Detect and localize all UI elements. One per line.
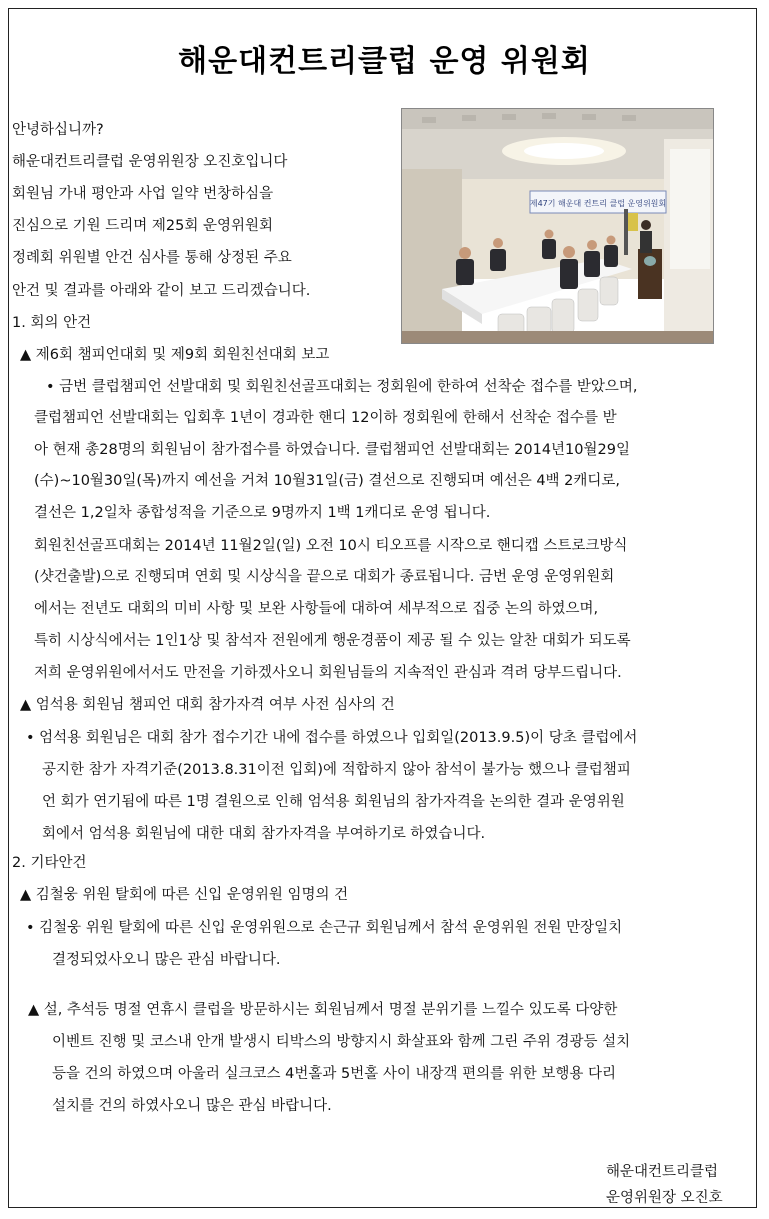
banner-text: 제47기 해운대 컨트리 클럽 운영위원회 (529, 199, 667, 208)
greeting-line: 회원님 가내 평안과 사업 일약 번창하심을 (12, 186, 274, 202)
section-heading: 1. 회의 안건 (12, 315, 92, 331)
body-line: 에서는 전년도 대회의 미비 사항 및 보완 사항들에 대하여 세부적으로 집중 논의 하였으며, (34, 601, 599, 617)
body-line: 저희 운영위원에서서도 만전을 기하겠사오니 회원님들의 지속적인 관심과 격려 당부드립니다. (34, 665, 622, 681)
agenda-item-heading: ▲ 김철웅 위원 탈회에 따른 신입 운영위원 임명의 건 (20, 887, 349, 903)
body-line: 공지한 참가 자격기준(2013.8.31이전 입회)에 적합하지 않아 참석이 불가능 했으나 클럽챔피 (42, 762, 631, 778)
body-line: 결선은 1,2일차 종합성적을 기준으로 9명까지 1백 1캐디로 운영 됩니다. (34, 505, 491, 521)
greeting-line: 안녕하십니까? (12, 122, 104, 138)
body-line: 이벤트 진행 및 코스내 안개 발생시 티박스의 방향지시 화살표와 함께 그린 주위 경광등 설치 (52, 1034, 631, 1050)
meeting-photo (401, 108, 714, 344)
body-line: 클럽챔피언 선발대회는 입회후 1년이 경과한 핸디 12이하 정회원에 한해서 선착순 접수를 받 (34, 410, 617, 426)
body-line: 회에서 엄석용 회원님에 대한 대회 참가자격을 부여하기로 하였습니다. (42, 826, 486, 842)
greeting-line: 해운대컨트리클럽 운영위원장 오진호입니다 (12, 154, 288, 170)
body-line: • 엄석용 회원님은 대회 참가 접수기간 내에 접수를 하였으나 입회일(2013.9.5)이 당초 클럽에서 (26, 730, 638, 746)
body-line: 회원친선골프대회는 2014년 11월2일(일) 오전 10시 티오프를 시작으로 핸디캡 스트로크방식 (34, 538, 628, 554)
signature-name: 운영위원장 오진호 (606, 1190, 723, 1206)
body-line: (샷건출발)으로 진행되며 연회 및 시상식을 끝으로 대회가 종료됩니다. 금번 운영 운영위원회 (34, 569, 615, 585)
agenda-item-heading: ▲ 제6회 챔피언대회 및 제9회 회원친선대회 보고 (20, 347, 330, 363)
greeting-line: 안건 및 결과를 아래와 같이 보고 드리겠습니다. (12, 283, 311, 299)
body-line: • 금번 클럽챔피언 선발대회 및 회원친선골프대회는 정회원에 한하여 선착순 접수를 받았으며, (46, 379, 638, 395)
greeting-line: 진심으로 기원 드리며 제25회 운영위원회 (12, 218, 273, 234)
section-heading: 2. 기타안건 (12, 855, 87, 871)
body-line: 아 현재 총28명의 회원님이 참가접수를 하였습니다. 클럽챔피언 선발대회는 2014년10월29일 (34, 442, 630, 458)
agenda-item-heading: ▲ 설, 추석등 명절 연휴시 클럽을 방문하시는 회원님께서 명절 분위기를 느낄수 있도록 다양한 (28, 1002, 618, 1018)
body-line: 결정되었사오니 많은 관심 바랍니다. (52, 952, 281, 968)
body-line: 특히 시상식에서는 1인1상 및 참석자 전원에게 행운경품이 제공 될 수 있는 알찬 대회가 되도록 (34, 633, 631, 649)
agenda-item-heading: ▲ 엄석용 회원님 챔피언 대회 참가자격 여부 사전 심사의 건 (20, 697, 395, 713)
body-line: • 김철웅 위원 탈회에 따른 신입 운영위원으로 손근규 회원님께서 참석 운영위원 전원 만장일치 (26, 920, 623, 936)
body-line: (수)~10월30일(목)까지 예선을 거쳐 10월31일(금) 결선으로 진행되며 예선은 4백 2캐디로, (34, 473, 621, 489)
signature-org: 해운대컨트리클럽 (606, 1164, 719, 1180)
body-line: 등을 건의 하였으며 아울러 실크코스 4번홀과 5번홀 사이 내장객 편의를 위한 보행용 다리 (52, 1066, 617, 1082)
body-line: 언 회가 연기됨에 따른 1명 결원으로 인해 엄석용 회원님의 참가자격을 논의한 결과 운영위원 (42, 794, 625, 810)
greeting-line: 정례회 위원별 안건 심사를 통해 상정된 주요 (12, 250, 292, 266)
page-title: 해운대컨트리클럽 운영 위원회 (178, 44, 591, 79)
body-line: 설치를 건의 하였사오니 많은 관심 바랍니다. (52, 1098, 332, 1114)
